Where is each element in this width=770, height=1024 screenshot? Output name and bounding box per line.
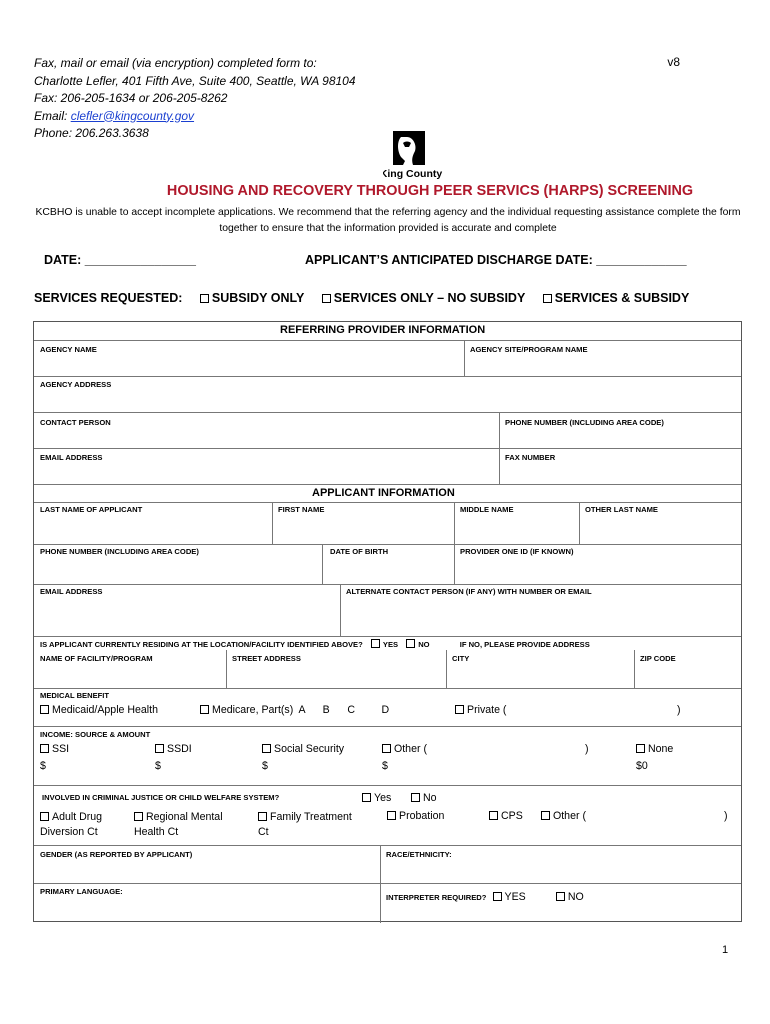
- agency-site-field[interactable]: AGENCY SITE/PROGRAM NAME: [470, 345, 588, 354]
- facility-name-field[interactable]: NAME OF FACILITY/PROGRAM: [40, 654, 153, 663]
- other-income-amount[interactable]: $: [382, 760, 388, 772]
- applicant-email-field[interactable]: EMAIL ADDRESS: [40, 587, 103, 596]
- residing-yes[interactable]: YES: [371, 640, 398, 649]
- medicaid-option[interactable]: Medicaid/Apple Health: [40, 704, 158, 716]
- first-name-field[interactable]: FIRST NAME: [278, 505, 325, 514]
- services-only-option[interactable]: SERVICES ONLY – NO SUBSIDY: [322, 291, 526, 305]
- contact-person-field[interactable]: CONTACT PERSON: [40, 418, 111, 427]
- interpreter-yes[interactable]: YES: [493, 891, 526, 903]
- date-field[interactable]: DATE: ________________: [44, 253, 196, 267]
- residing-question: IS APPLICANT CURRENTLY RESIDING AT THE LOCATION/FACILITY IDENTIFIED ABOVE? YES NO IF NO, PLEASE PROVIDE ADDRESS: [40, 640, 590, 649]
- social-security-amount[interactable]: $: [262, 760, 268, 772]
- justice-label: INVOLVED IN CRIMINAL JUSTICE OR CHILD WELFARE SYSTEM?: [42, 793, 280, 802]
- no-income-amount: $0: [636, 760, 648, 772]
- mailing-address: Charlotte Lefler, 401 Fifth Ave, Suite 400, Seattle, WA 98104: [34, 73, 356, 88]
- checkbox-icon[interactable]: [543, 294, 552, 303]
- family-treatment-option[interactable]: Family Treatment Ct: [258, 811, 352, 838]
- provider-one-id-field[interactable]: PROVIDER ONE ID (IF KNOWN): [460, 547, 574, 556]
- middle-name-field[interactable]: MIDDLE NAME: [460, 505, 514, 514]
- checkbox-icon[interactable]: [322, 294, 331, 303]
- referring-section-title: REFERRING PROVIDER INFORMATION: [280, 324, 486, 336]
- justice-yes[interactable]: Yes: [362, 792, 391, 804]
- logo-text: King County: [383, 168, 443, 180]
- fax-numbers: Fax: 206-205-1634 or 206-205-8262: [34, 91, 228, 105]
- adult-drug-option[interactable]: Adult Drug Diversion Ct: [40, 811, 103, 838]
- applicant-section-title: APPLICANT INFORMATION: [312, 487, 455, 499]
- city-field[interactable]: CITY: [452, 654, 470, 663]
- regional-mental-option[interactable]: Regional Mental Health Ct: [134, 811, 223, 838]
- agency-address-field[interactable]: AGENCY ADDRESS: [40, 380, 112, 389]
- gender-field[interactable]: GENDER (AS REPORTED BY APPLICANT): [40, 850, 193, 859]
- email-link[interactable]: clefler@kingcounty.gov: [70, 108, 195, 123]
- income-label: INCOME: SOURCE & AMOUNT: [40, 730, 151, 739]
- services-requested: [34, 291, 703, 305]
- private-close: ): [677, 704, 681, 716]
- date-of-birth-field[interactable]: DATE OF BIRTH: [330, 547, 389, 556]
- primary-language-field[interactable]: PRIMARY LANGUAGE:: [40, 887, 123, 896]
- form-title: HOUSING AND RECOVERY THROUGH PEER SERVICS (HARPS) SCREENING: [166, 183, 694, 199]
- probation-option[interactable]: Probation: [387, 810, 444, 822]
- services-subsidy-option[interactable]: SERVICES & SUBSIDY: [543, 291, 690, 305]
- phone-line: Phone: 206.263.3638: [34, 126, 149, 140]
- street-address-field[interactable]: STREET ADDRESS: [232, 654, 301, 663]
- agency-name-field[interactable]: AGENCY NAME: [40, 345, 97, 354]
- services-label: SERVICES REQUESTED:: [34, 291, 183, 305]
- justice-no[interactable]: No: [411, 792, 437, 804]
- medicare-option[interactable]: Medicare, Part(s) A B C D: [200, 704, 389, 716]
- version-label: v8: [667, 55, 680, 69]
- discharge-date-field[interactable]: APPLICANT’S ANTICIPATED DISCHARGE DATE: _____________: [305, 253, 687, 267]
- fax-number-field[interactable]: FAX NUMBER: [505, 453, 556, 462]
- king-county-logo: [383, 131, 443, 181]
- other-justice-close: ): [724, 810, 728, 822]
- zip-code-field[interactable]: ZIP CODE: [640, 654, 676, 663]
- referring-email-field[interactable]: EMAIL ADDRESS: [40, 453, 103, 462]
- other-income-close: ): [585, 743, 589, 755]
- medical-benefit-label: MEDICAL BENEFIT: [40, 691, 110, 700]
- ssi-option[interactable]: SSI: [40, 743, 69, 755]
- ssdi-option[interactable]: SSDI: [155, 743, 192, 755]
- ssi-amount[interactable]: $: [40, 760, 46, 772]
- no-income-option[interactable]: None: [636, 743, 673, 755]
- referring-phone-field[interactable]: PHONE NUMBER (INCLUDING AREA CODE): [505, 418, 664, 427]
- other-income-option[interactable]: Other (: [382, 743, 427, 755]
- instructions-line: Fax, mail or email (via encryption) completed form to:: [34, 56, 317, 70]
- other-last-name-field[interactable]: OTHER LAST NAME: [585, 505, 658, 514]
- other-justice-option[interactable]: Other (: [541, 810, 586, 822]
- interpreter-required: INTERPRETER REQUIRED? YES NO: [386, 891, 584, 903]
- interpreter-no[interactable]: NO: [556, 891, 584, 903]
- intro-text: KCBHO is unable to accept incomplete applications. We recommend that the referring agency and the individual requesting assistance complete the form together to ensure that the information provided is accurate and complete: [35, 207, 741, 234]
- social-security-option[interactable]: Social Security: [262, 743, 344, 755]
- last-name-field[interactable]: LAST NAME OF APPLICANT: [40, 505, 143, 514]
- subsidy-only-option[interactable]: SUBSIDY ONLY: [200, 291, 304, 305]
- alternate-contact-field[interactable]: ALTERNATE CONTACT PERSON (IF ANY) WITH NUMBER OR EMAIL: [346, 587, 592, 596]
- email-line: Email: clefler@kingcounty.gov: [34, 108, 195, 123]
- applicant-phone-field[interactable]: PHONE NUMBER (INCLUDING AREA CODE): [40, 547, 199, 556]
- checkbox-icon[interactable]: [200, 294, 209, 303]
- cps-option[interactable]: CPS: [489, 810, 523, 822]
- submission-instructions: [34, 55, 356, 143]
- private-option[interactable]: Private (: [455, 704, 506, 716]
- residing-no[interactable]: NO: [406, 640, 429, 649]
- ssdi-amount[interactable]: $: [155, 760, 161, 772]
- race-ethnicity-field[interactable]: RACE/ETHNICITY:: [386, 850, 452, 859]
- screening-form-table: [33, 321, 742, 922]
- page-number: 1: [722, 944, 729, 956]
